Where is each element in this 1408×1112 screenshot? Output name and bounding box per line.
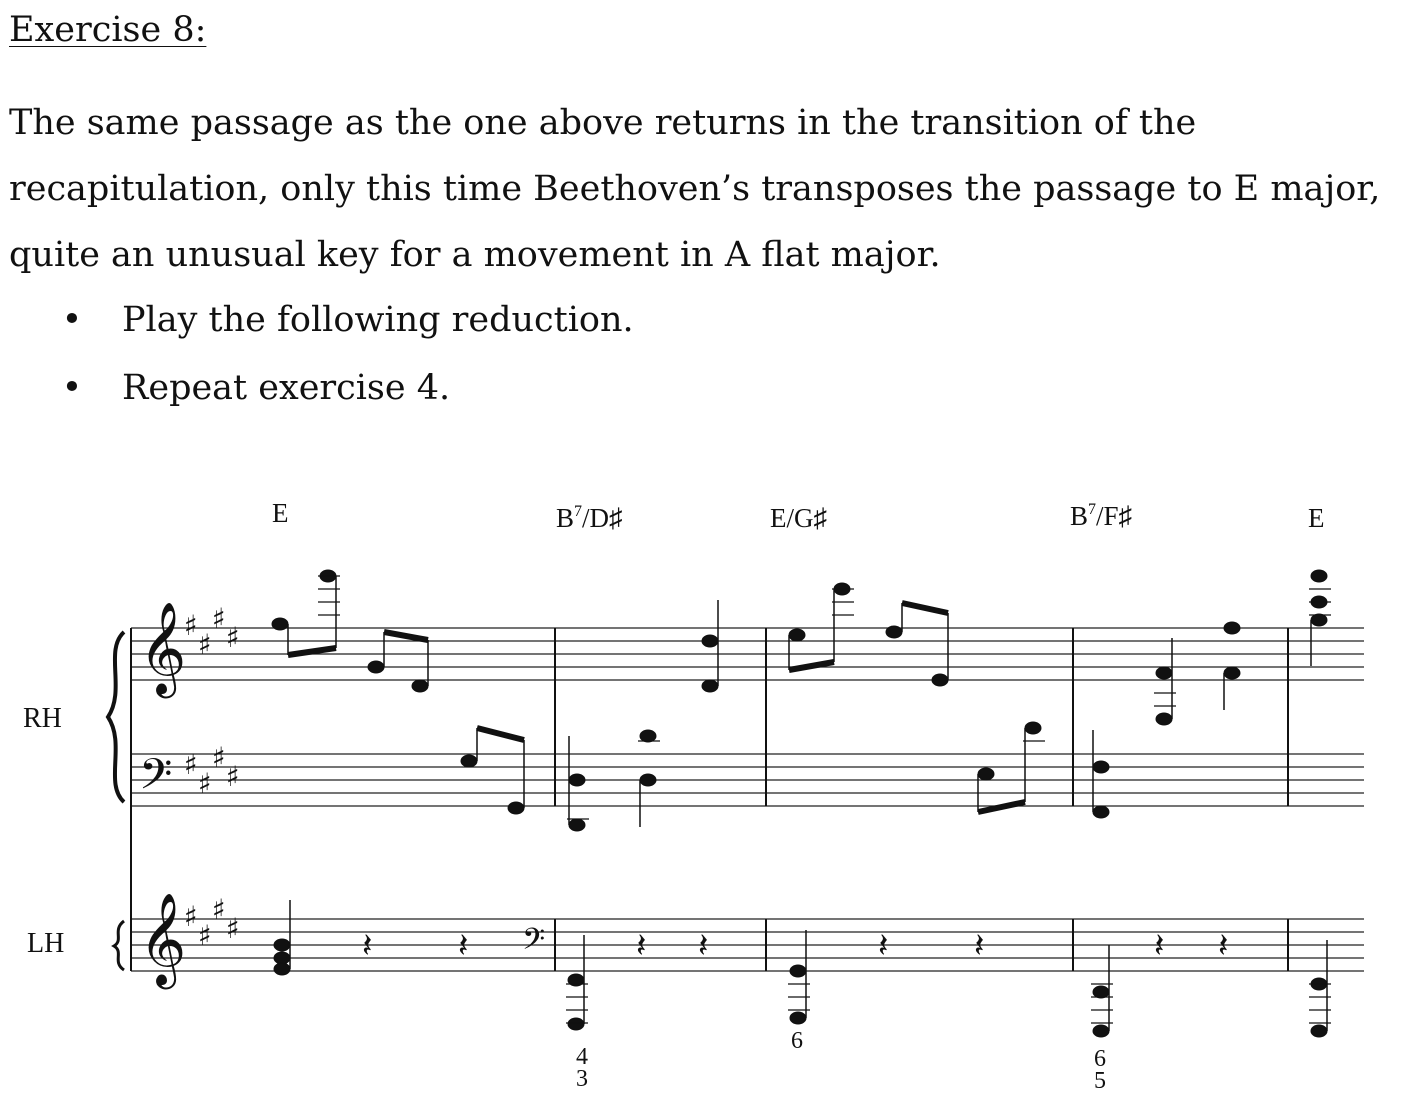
- svg-text:♯: ♯: [212, 741, 226, 774]
- chord-symbol: E/G♯: [770, 503, 827, 533]
- svg-text:𝄽: 𝄽: [974, 926, 985, 966]
- svg-text:♯: ♯: [184, 900, 198, 933]
- chord-symbol: $B^7/F♯$: [1070, 501, 1133, 531]
- svg-text:♯: ♯: [198, 919, 212, 952]
- figured-bass: 6: [1094, 1046, 1106, 1072]
- exercise-description: The same passage as the one above returns in the transition of the recapitulation, only this time Beethoven’s transposes the passage to E major, quite an unusual key for a movement in A flat major.: [9, 103, 1381, 275]
- svg-text:♯: ♯: [226, 760, 240, 793]
- svg-text:♯: ♯: [212, 893, 226, 926]
- staff-label-lh: LH: [27, 928, 65, 959]
- svg-text:♯: ♯: [198, 628, 212, 661]
- staff-lines: [131, 628, 1364, 971]
- bass-clef-icon: 𝄢: [139, 750, 173, 810]
- bullet-text: Repeat exercise 4.: [122, 368, 451, 408]
- figured-bass: 3: [576, 1066, 588, 1092]
- svg-text:𝄽: 𝄽: [458, 926, 469, 966]
- notes: [272, 570, 1331, 1037]
- svg-text:𝄽: 𝄽: [362, 926, 373, 966]
- treble-clef-icon: 𝄞: [139, 892, 187, 985]
- svg-text:♯: ♯: [198, 767, 212, 800]
- chord-symbol: $B^7/D♯$: [556, 503, 623, 533]
- svg-text:𝄽: 𝄽: [636, 926, 647, 966]
- svg-text:𝄽: 𝄽: [1218, 926, 1229, 966]
- bullet-text: Play the following reduction.: [122, 300, 634, 340]
- figured-bass: 5: [1094, 1068, 1106, 1094]
- bullet-icon: •: [61, 368, 83, 408]
- svg-text:♯: ♯: [212, 602, 226, 635]
- figured-bass: 4: [576, 1044, 588, 1070]
- treble-clef-icon: 𝄞: [139, 601, 187, 694]
- bullet-icon: •: [61, 300, 83, 340]
- brace-icon: [108, 632, 124, 802]
- chord-symbol: E: [1308, 503, 1325, 533]
- svg-text:♯: ♯: [184, 609, 198, 642]
- svg-text:♯: ♯: [226, 912, 240, 945]
- brace-icon: [114, 921, 124, 970]
- exercise-heading: Exercise 8:: [9, 10, 207, 50]
- svg-text:♯: ♯: [184, 748, 198, 781]
- svg-text:𝄽: 𝄽: [878, 926, 889, 966]
- staff-label-rh: RH: [23, 703, 62, 734]
- bass-clef-icon: 𝄢: [522, 923, 546, 964]
- figured-bass: 6: [791, 1028, 803, 1054]
- svg-text:𝄽: 𝄽: [1154, 926, 1165, 966]
- svg-text:♯: ♯: [226, 621, 240, 654]
- chord-symbol: E: [272, 498, 289, 528]
- svg-text:𝄽: 𝄽: [698, 926, 709, 966]
